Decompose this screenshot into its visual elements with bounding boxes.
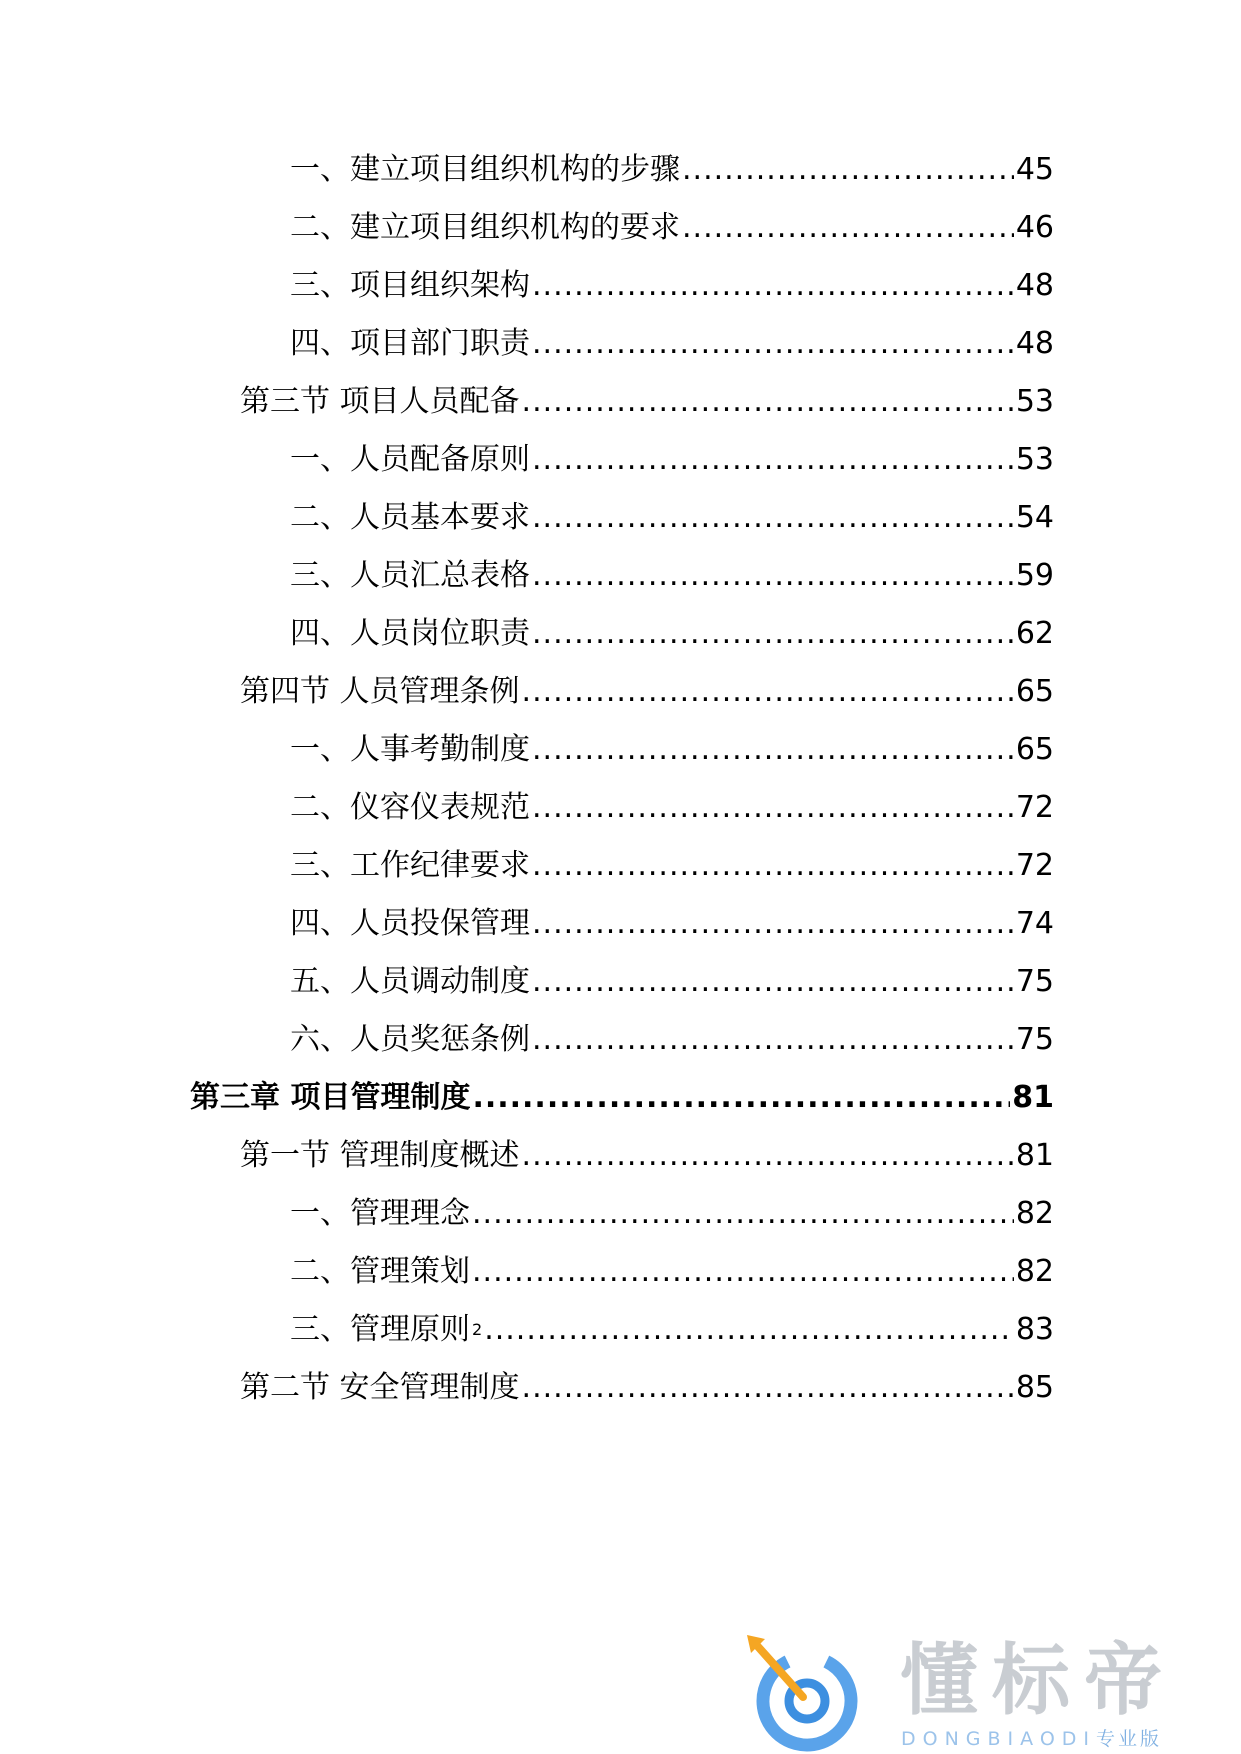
toc-entry-page: 72 — [1015, 790, 1054, 825]
toc-entry[interactable] — [290, 960, 1054, 1004]
toc-entry-page: 75 — [1015, 964, 1054, 999]
toc-dot-leader — [472, 1076, 1010, 1120]
toc-entry[interactable] — [290, 786, 1054, 830]
toc-entry-title: 四、项目部门职责 — [290, 326, 530, 361]
toc-entry-title: 二、仪容仪表规范 — [290, 790, 530, 825]
toc-entry-page: 83 — [1015, 1312, 1054, 1347]
toc-entry[interactable] — [290, 728, 1054, 772]
toc-entry-section[interactable] — [240, 1366, 1054, 1410]
toc-entry[interactable] — [290, 554, 1054, 598]
toc-entry[interactable] — [290, 1308, 1054, 1352]
toc-dot-leader — [532, 496, 1014, 540]
page-number-marker: 2 — [472, 1320, 483, 1339]
toc-entry-page: 82 — [1015, 1196, 1054, 1231]
toc-entry[interactable] — [290, 438, 1054, 482]
toc-entry[interactable] — [290, 148, 1054, 192]
toc-dot-leader — [532, 1018, 1014, 1062]
toc-dot-leader — [522, 670, 1014, 714]
toc-entry-title: 四、人员岗位职责 — [290, 616, 530, 651]
toc-dot-leader — [532, 438, 1014, 482]
toc-entry-page: 53 — [1015, 442, 1054, 477]
toc-entry-page: 54 — [1015, 500, 1054, 535]
toc-entry-title: 第四节 人员管理条例 — [240, 674, 520, 709]
toc-dot-leader — [472, 1250, 1014, 1294]
toc-dot-leader — [532, 554, 1014, 598]
toc-entry-page: 81 — [1012, 1080, 1054, 1115]
toc-entry-page: 48 — [1015, 326, 1054, 361]
toc-entry-title: 二、人员基本要求 — [290, 500, 530, 535]
toc-dot-leader — [522, 1366, 1014, 1410]
toc-entry[interactable] — [290, 902, 1054, 946]
toc-entry-page: 48 — [1015, 268, 1054, 303]
toc-dot-leader — [532, 264, 1014, 308]
toc-entry-page: 74 — [1015, 906, 1054, 941]
toc-entry-title: 二、管理策划 — [290, 1254, 470, 1289]
toc-entry[interactable] — [290, 322, 1054, 366]
toc-entry-title: 第三章 项目管理制度 — [190, 1080, 471, 1115]
toc-entry[interactable] — [290, 264, 1054, 308]
toc-entry-title: 六、人员奖惩条例 — [290, 1022, 530, 1057]
toc-dot-leader — [472, 1192, 1014, 1236]
toc-entry-title: 一、管理理念 — [290, 1196, 470, 1231]
toc-entry-title: 三、管理原则 — [290, 1312, 470, 1347]
toc-entry-title: 三、人员汇总表格 — [290, 558, 530, 593]
toc-entry[interactable] — [290, 844, 1054, 888]
toc-dot-leader — [532, 844, 1014, 888]
toc-entry-section[interactable] — [240, 670, 1054, 714]
toc-entry-page: 45 — [1015, 152, 1054, 187]
toc-dot-leader — [682, 148, 1014, 192]
toc-entry-title: 四、人员投保管理 — [290, 906, 530, 941]
toc-entry-section[interactable] — [240, 1134, 1054, 1178]
toc-entry-title: 一、人员配备原则 — [290, 442, 530, 477]
toc-entry[interactable] — [290, 1018, 1054, 1062]
toc-entry-page: 72 — [1015, 848, 1054, 883]
toc-entry-title: 三、工作纪律要求 — [290, 848, 530, 883]
toc-entry-title: 三、项目组织架构 — [290, 268, 530, 303]
toc-entry-title: 第二节 安全管理制度 — [240, 1370, 520, 1405]
toc-entry[interactable] — [290, 1250, 1054, 1294]
target-arrow-logo-icon — [745, 1635, 870, 1754]
toc-dot-leader — [532, 960, 1014, 1004]
brand-subtitle — [901, 1728, 1162, 1750]
brand-pinyin: DONGBIAODI — [901, 1728, 1097, 1750]
brand-watermark — [745, 1635, 1235, 1754]
toc-entry-page: 53 — [1015, 384, 1054, 419]
toc-entry-page: 59 — [1015, 558, 1054, 593]
toc-entry-section[interactable] — [240, 380, 1054, 424]
toc-entry-title: 第一节 管理制度概述 — [240, 1138, 520, 1173]
brand-name: 懂标帝 — [900, 1636, 1177, 1726]
toc-entry[interactable] — [290, 496, 1054, 540]
toc-entry-page: 46 — [1015, 210, 1054, 245]
toc-dot-leader — [532, 322, 1014, 366]
toc-entry-chapter[interactable] — [190, 1076, 1054, 1120]
toc-entry-title: 第三节 项目人员配备 — [240, 384, 520, 419]
toc-entry[interactable] — [290, 612, 1054, 656]
toc-entry-title: 一、建立项目组织机构的步骤 — [290, 152, 680, 187]
toc-dot-leader — [532, 902, 1014, 946]
toc-dot-leader — [484, 1308, 1014, 1352]
toc-entry-page: 65 — [1015, 674, 1054, 709]
toc-dot-leader — [532, 786, 1014, 830]
toc-entry-title: 一、人事考勤制度 — [290, 732, 530, 767]
toc-entry-page: 85 — [1015, 1370, 1054, 1405]
toc-entry[interactable] — [290, 1192, 1054, 1236]
toc-entry-page: 65 — [1015, 732, 1054, 767]
toc-entry-title: 五、人员调动制度 — [290, 964, 530, 999]
toc-dot-leader — [532, 612, 1014, 656]
toc-dot-leader — [522, 380, 1014, 424]
toc-entry-page: 75 — [1015, 1022, 1054, 1057]
brand-edition: 专业版 — [1096, 1728, 1163, 1750]
toc-entry-page: 81 — [1015, 1138, 1054, 1173]
toc-entry-page: 82 — [1015, 1254, 1054, 1289]
toc-entry-page: 62 — [1015, 616, 1054, 651]
toc-dot-leader — [682, 206, 1014, 250]
toc-entry[interactable] — [290, 206, 1054, 250]
toc-dot-leader — [532, 728, 1014, 772]
toc-entry-title: 二、建立项目组织机构的要求 — [290, 210, 680, 245]
toc-dot-leader — [522, 1134, 1014, 1178]
